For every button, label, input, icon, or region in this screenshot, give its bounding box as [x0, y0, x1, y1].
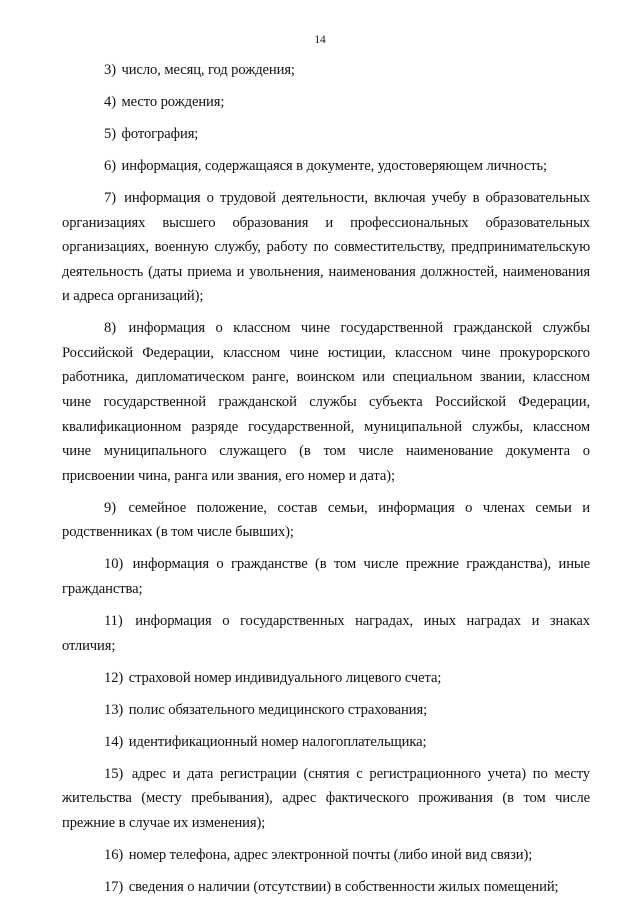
item-number: 10)	[104, 556, 124, 573]
list-item	[62, 552, 590, 601]
item-number: 11)	[104, 613, 123, 629]
list-item	[62, 496, 590, 545]
list-item	[62, 154, 590, 179]
item-number: 9)	[104, 499, 116, 516]
item-text: идентификационный номер налогоплательщика;	[128, 733, 427, 750]
item-text: информация о государственных наградах, иных наградах и знаках отличия;	[62, 613, 590, 654]
list-item	[62, 58, 590, 83]
item-text: семейное положение, состав семьи, информация о членах семьи и родственниках (в том числе бывших);	[62, 499, 590, 541]
item-text: информация о гражданстве (в том числе прежние гражданства), иные гражданства;	[62, 556, 590, 598]
item-number: 5)	[104, 125, 116, 142]
item-text: сведения о наличии (отсутствии) в собственности жилых помещений;	[128, 878, 559, 895]
list-item	[62, 90, 590, 115]
page-number: 14	[314, 34, 326, 46]
item-text: фотография;	[121, 125, 199, 142]
list-item	[62, 698, 590, 723]
list-item	[62, 666, 590, 691]
list-item	[62, 316, 590, 488]
item-number: 13)	[104, 701, 124, 718]
item-number: 3)	[104, 62, 116, 78]
item-text: адрес и дата регистрации (снятия с регистрационного учета) по месту жительства (месту пребывания), адрес фактического проживания (в том числе прежние в случае их изменения);	[62, 765, 590, 831]
list-item	[62, 609, 590, 658]
item-number: 14)	[104, 733, 124, 750]
item-text: число, месяц, год рождения;	[121, 62, 295, 78]
list-item	[62, 186, 590, 309]
item-number: 15)	[104, 765, 124, 782]
item-number: 7)	[104, 189, 116, 206]
item-text: номер телефона, адрес электронной почты (либо иной вид связи);	[128, 846, 533, 863]
item-number: 17)	[104, 878, 124, 895]
item-text: информация о классном чине государственной гражданской службы Российской Федерации, классном чине юстиции, классном чине прокурорского работника, дипломатическом ранге, воинском или специальном звании, классном чине государственной гражданской службы субъекта Российской Федерации, квалификационном разряде государственной, муниципальной службы, классном чине муниципального служащего (в том числе наименование документа о присвоении чина, ранга или звания, его номер и дата);	[62, 320, 590, 484]
list-item	[62, 730, 590, 755]
item-number: 8)	[104, 320, 116, 337]
item-number: 4)	[104, 93, 116, 110]
item-text: информация, содержащаяся в документе, удостоверяющем личность;	[121, 157, 548, 174]
item-text: страховой номер индивидуального лицевого счета;	[128, 669, 442, 686]
list-item	[62, 762, 590, 836]
list-item	[62, 122, 590, 147]
item-number: 6)	[104, 157, 116, 174]
item-number: 12)	[104, 669, 124, 686]
item-text: полис обязательного медицинского страхования;	[128, 701, 428, 718]
item-text: информация о трудовой деятельности, включая учебу в образовательных организациях высшего образования и профессиональных образовательных организациях, военную службу, работу по совместительству, предпринимательскую деятельность (даты приема и увольнения, наименования должностей, наименования и адреса организаций);	[62, 189, 590, 305]
list-item	[62, 843, 590, 868]
item-number: 16)	[104, 846, 124, 863]
document-body	[62, 58, 590, 907]
item-text: место рождения;	[121, 93, 225, 110]
